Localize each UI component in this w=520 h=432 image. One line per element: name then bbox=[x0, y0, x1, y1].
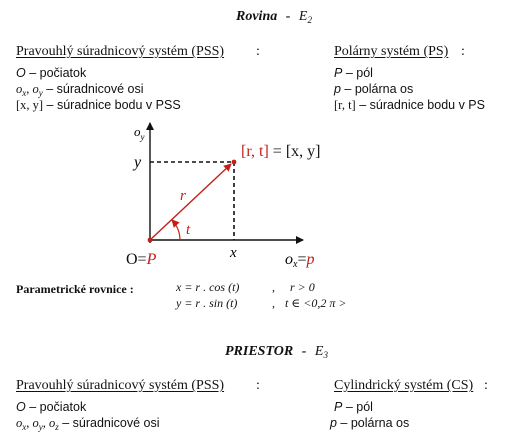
space-space-symbol: $E_3$ bbox=[314, 344, 328, 360]
pss3-origin-line: O – počiatok bbox=[16, 400, 87, 414]
radius-label: r bbox=[180, 188, 186, 204]
x-value-label: x bbox=[230, 245, 237, 261]
cs-pole-line: P – pól bbox=[334, 400, 373, 414]
parametric-sep-2: , bbox=[272, 296, 275, 310]
angle-arc bbox=[172, 220, 180, 240]
origin-pole-label: O=P bbox=[126, 251, 157, 268]
pss-axes-line: $o_x$, $o_y$ – súradnicové osi bbox=[16, 82, 144, 98]
parametric-label: Parametrické rovnice : bbox=[16, 282, 134, 296]
ps-axis-line: p – polárna os bbox=[334, 82, 414, 96]
parametric-eq-y: y = r . sin (t) bbox=[176, 296, 238, 310]
radius-vector bbox=[150, 164, 231, 240]
cs-heading-colon: : bbox=[484, 378, 488, 393]
parametric-cond-r: r > 0 bbox=[290, 280, 315, 294]
ps-coords-line: [r, t] – súradnice bodu v PS bbox=[334, 98, 485, 112]
ox-polar-axis-label: ox=p bbox=[285, 251, 315, 270]
plane-title-dash: - bbox=[285, 9, 291, 24]
space-title-dash: - bbox=[301, 344, 307, 359]
pss-coords-line: [x, y] – súradnice bodu v PSS bbox=[16, 98, 181, 112]
y-value-label: y bbox=[134, 154, 142, 171]
point-coordinates-label: [r, t] = [x, y] bbox=[241, 143, 321, 160]
space-title bbox=[225, 344, 328, 360]
plane-space-symbol: $E_2$ bbox=[298, 9, 312, 25]
angle-label: t bbox=[186, 222, 191, 238]
pss3-heading: Pravouhlý súradnicový systém (PSS) bbox=[16, 378, 225, 393]
parametric-eq-x: x = r . cos (t) bbox=[176, 280, 240, 294]
pss-axes-symbols: $o_x$, $o_y$ bbox=[16, 82, 43, 98]
space-title-word: PRIESTOR bbox=[225, 344, 294, 359]
ps-pole-line: P – pól bbox=[334, 66, 373, 80]
plane-title-word: Rovina bbox=[236, 9, 278, 24]
ps-heading: Polárny systém (PS) bbox=[334, 44, 449, 59]
oy-axis-label: $o_y$ bbox=[134, 124, 145, 142]
pss3-heading-colon: : bbox=[256, 378, 260, 393]
pss-heading: Pravouhlý súradnicový systém (PSS) bbox=[16, 44, 225, 59]
pss3-axes-symbols: $o_x$, $o_y$, $o_z$ bbox=[16, 416, 59, 432]
target-point bbox=[232, 160, 237, 165]
pss-heading-colon: : bbox=[256, 44, 260, 59]
parametric-sep-1: , bbox=[272, 280, 275, 294]
ps-heading-colon: : bbox=[461, 44, 465, 59]
pole-point bbox=[148, 238, 153, 243]
cs-heading: Cylindrický systém (CS) bbox=[334, 378, 474, 393]
cs-axis-line: p – polárna os bbox=[330, 416, 410, 430]
pss-origin-line: O – počiatok bbox=[16, 66, 87, 80]
parametric-cond-t: t ∈ <0,2 π > bbox=[285, 296, 347, 310]
pss3-axes-line: $o_x$, $o_y$, $o_z$ – súradnicové osi bbox=[16, 416, 160, 432]
